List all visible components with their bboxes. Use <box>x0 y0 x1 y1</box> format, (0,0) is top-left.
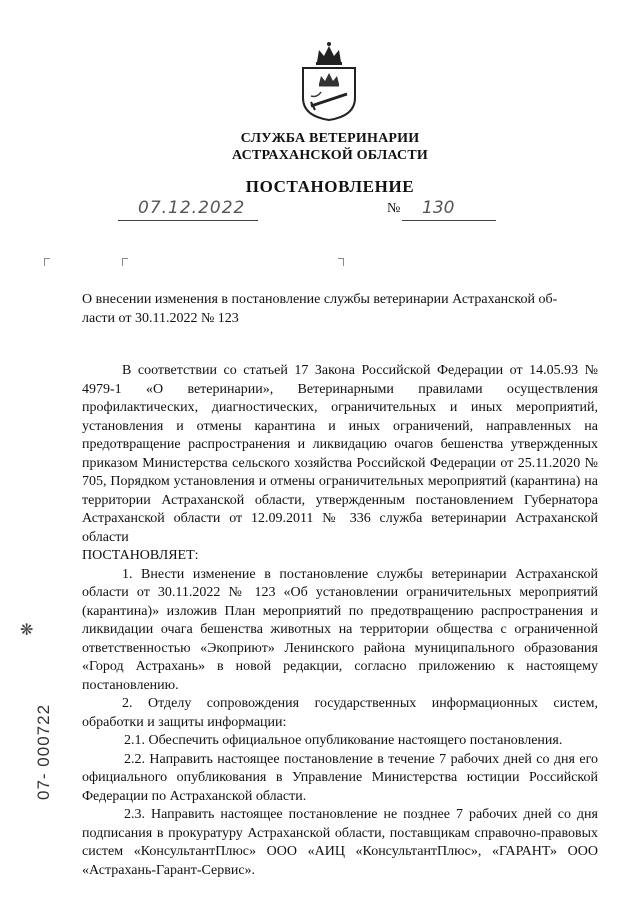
organization-name <box>190 130 470 164</box>
corner-mark-mid <box>122 258 128 266</box>
date-field <box>118 198 258 221</box>
number-value: 130 <box>422 198 455 218</box>
item-paragraph-2-1: 2.1. Обеспечить официальное опубликование настоящего постановления. <box>124 733 563 748</box>
stamp-mark: ❋ <box>20 620 34 639</box>
item-paragraph-2-2: 2.2. Направить настоящее постановление в течение 7 рабочих дней со дня его официального опубликования в Управление Министерства юстиции Российской Федерации по Астраханской области. <box>82 751 598 804</box>
number-label: № <box>387 201 401 216</box>
resolves-heading: ПОСТАНОВЛЯЕТ: <box>82 548 199 563</box>
item-paragraph-2: 2. Отделу сопровождения государственных информационных систем, обработки и защиты информации: <box>82 696 598 730</box>
item-paragraph-2-3: 2.3. Направить настоящее постановление не позднее 7 рабочих дней со дня подписания в прокуратуру Астраханской области, поставщикам справочно-правовых систем «КонсультантПлюс» ООО «АИЦ «КонсультантПлюс», «ГАРАНТ» ООО «Астрахань-Гарант-Сервис». <box>82 807 598 878</box>
organization-line-1: СЛУЖБА ВЕТЕРИНАРИИ <box>240 131 420 146</box>
subject-line-1: О внесении изменения в постановление службы ветеринарии Астраханской об- <box>82 292 558 307</box>
corner-mark-left <box>44 258 50 266</box>
registration-stamp <box>14 620 54 800</box>
coat-of-arms-emblem <box>297 40 361 122</box>
document-type-title: ПОСТАНОВЛЕНИЕ <box>245 177 415 196</box>
document-body <box>82 362 598 880</box>
organization-line-2: АСТРАХАНСКОЙ ОБЛАСТИ <box>231 148 428 163</box>
subject-line-2: ласти от 30.11.2022 № 123 <box>82 311 239 326</box>
date-value: 07.12.2022 <box>138 198 246 218</box>
registration-number: 07- 000722 <box>34 703 53 800</box>
number-field <box>402 198 496 221</box>
corner-mark-right <box>338 258 344 266</box>
preamble-paragraph: В соответствии со статьей 17 Закона Российской Федерации от 14.05.93 № 4979-1 «О ветеринарии», Ветеринарными правилами осуществления профилактических, диагностических, ограничительных и иных мероприятий, установления и отмены карантина и иных ограничений, направленных на предотвращение распространения и ликвидацию очагов бешенства утвержденных приказом Министерства сельского хозяйства Российской Федерации от 25.11.2020 № 705, Порядком установления и отмены ограничительных мероприятий (карантина) на территории Астраханской области, утвержденным постановлением Губернатора Астраханской области от 12.09.2011 № 336 служба ветеринарии Астраханской области <box>82 363 598 545</box>
item-paragraph-1: 1. Внести изменение в постановление службы ветеринарии Астраханской области от 30.11.2022 № 123 «Об установлении ограничительных мероприятий (карантина)» изложив План мероприятий по предотвращению распространения и ликвидации очага бешенства животных на территории общества с ограниченной ответственностью «Экоприют» Ленинского района муниципального образования «Город Астрахань» в новой редакции, согласно приложению к настоящему постановлению. <box>82 566 598 693</box>
document-subject <box>82 290 592 328</box>
